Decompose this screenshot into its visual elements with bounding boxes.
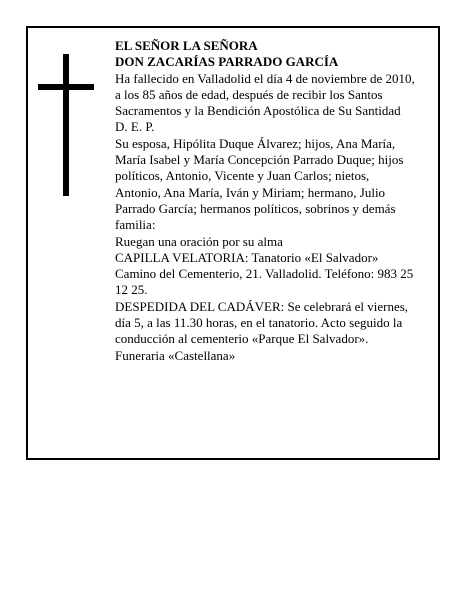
- family-paragraph: Su esposa, Hipólita Duque Álvarez; hijos, Ana María, María Isabel y María Concepción Parrado Duque; hijos políticos, Antonio, Vicente y Juan Carlos; nietos, Antonio, Ana María, Iván y Miriam; hermano, Julio Parrado García; hermanos políticos, sobrinos y demás familia:: [115, 135, 404, 233]
- farewell-paragraph: DESPEDIDA DEL CADÁVER: Se celebrará el viernes, día 5, a las 11.30 horas, en el tanatorio. Acto seguido la conducción al cementerio «Parque El Salvador».: [115, 298, 409, 347]
- cross-vertical-bar: [63, 54, 69, 196]
- obituary-text: [115, 38, 415, 364]
- heading-line-1: EL SEÑOR LA SEÑORA: [115, 38, 258, 53]
- passing-paragraph: Ha fallecido en Valladolid el día 4 de noviembre de 2010, a los 85 años de edad, después de recibir los Santos Sacramentos y la Bendición Apostólica de Su Santidad: [115, 70, 415, 119]
- prayer-line: Ruegan una oración por su alma: [115, 233, 283, 249]
- chapel-paragraph: CAPILLA VELATORIA: Tanatorio «El Salvador» Camino del Cementerio, 21. Valladolid. Teléfono: 983 25 12 25.: [115, 249, 414, 298]
- funeral-home-line: Funeraria «Castellana»: [115, 347, 236, 363]
- dep-line: D. E. P.: [115, 119, 155, 135]
- deceased-name: DON ZACARÍAS PARRADO GARCÍA: [115, 54, 339, 70]
- cross-horizontal-bar: [38, 84, 94, 90]
